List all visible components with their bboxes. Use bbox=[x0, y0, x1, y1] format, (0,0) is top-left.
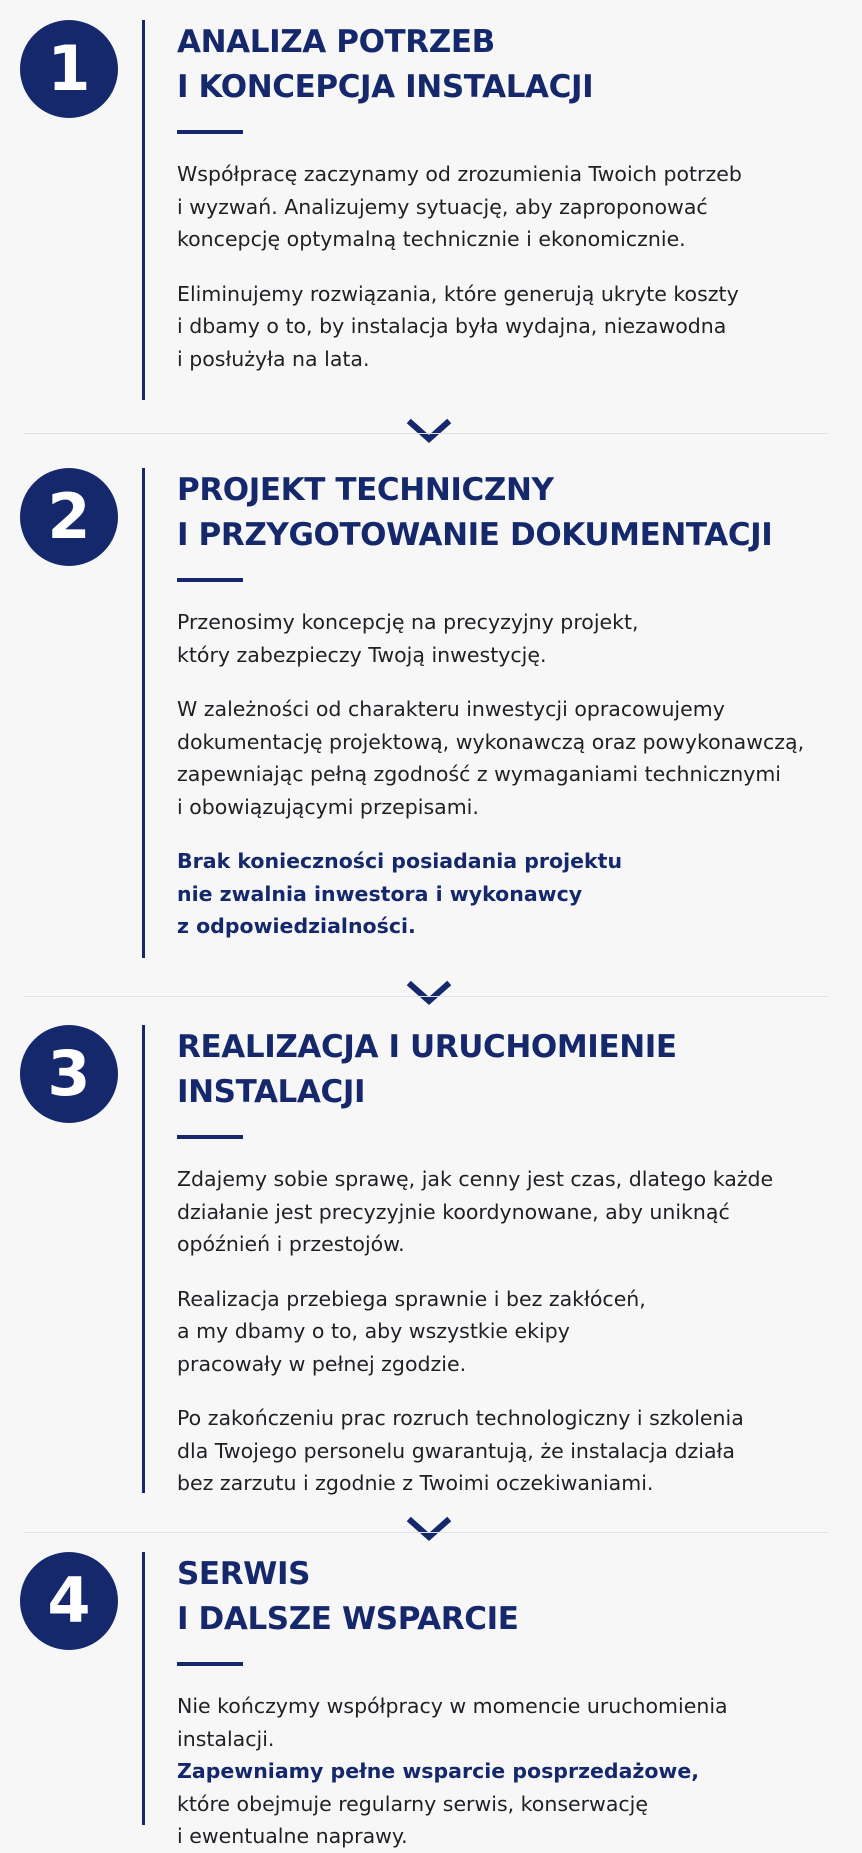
section-separator bbox=[24, 1532, 828, 1533]
step-paragraph bbox=[177, 606, 817, 671]
step-1 bbox=[0, 0, 862, 400]
step-vertical-line bbox=[142, 20, 145, 400]
step-paragraph bbox=[177, 1163, 817, 1261]
paragraph-line: i ewentualne naprawy. bbox=[177, 1824, 408, 1848]
paragraph-line: działanie jest precyzyjnie koordynowane, aby uniknąć bbox=[177, 1199, 730, 1224]
step-paragraph bbox=[177, 693, 817, 823]
paragraph-line: Współpracę zaczynamy od zrozumienia Twoich potrzeb bbox=[177, 162, 742, 186]
step-title bbox=[177, 20, 817, 110]
step-number-badge bbox=[20, 1025, 118, 1123]
step-number: 4 bbox=[47, 1564, 91, 1637]
step-emphasis-paragraph bbox=[177, 1755, 817, 1788]
step-vertical-line bbox=[142, 1552, 145, 1825]
step-content bbox=[177, 1552, 817, 1853]
section-separator bbox=[24, 996, 828, 997]
title-underline bbox=[177, 578, 243, 582]
step-paragraph bbox=[177, 158, 817, 256]
paragraph-line: Nie kończymy współpracy w momencie uruchomienia bbox=[177, 1694, 728, 1718]
paragraph-line: Realizacja przebiega sprawnie i bez zakłóceń, bbox=[177, 1286, 646, 1311]
step-3 bbox=[0, 1025, 862, 1495]
step-vertical-line bbox=[142, 468, 145, 958]
paragraph-line: i obowiązującymi przepisami. bbox=[177, 794, 479, 819]
step-2 bbox=[0, 468, 862, 958]
step-title-line: ANALIZA POTRZEB bbox=[177, 24, 495, 60]
paragraph-line: zapewniając pełną zgodność z wymaganiami technicznymi bbox=[177, 762, 781, 786]
paragraph-line: Zdajemy sobie sprawę, jak cenny jest czas, dlatego każde bbox=[177, 1167, 774, 1191]
chevron-down-icon bbox=[406, 1515, 452, 1543]
title-underline bbox=[177, 1662, 243, 1666]
title-underline bbox=[177, 130, 243, 134]
paragraph-line: i wyzwań. Analizujemy sytuację, aby zaproponować bbox=[177, 194, 708, 219]
paragraph-line: bez zarzutu i zgodnie z Twoimi oczekiwaniami. bbox=[177, 1471, 654, 1495]
step-4 bbox=[0, 1552, 862, 1848]
chevron-down-icon bbox=[406, 979, 452, 1007]
paragraph-line: który zabezpieczy Twoją inwestycję. bbox=[177, 642, 547, 667]
paragraph-line: a my dbamy o to, aby wszystkie ekipy bbox=[177, 1319, 570, 1343]
paragraph-line: Przenosimy koncepcję na precyzyjny projekt, bbox=[177, 610, 639, 634]
paragraph-line: dla Twojego personelu gwarantują, że instalacja działa bbox=[177, 1438, 735, 1463]
step-title-line: I KONCEPCJA INSTALACJI bbox=[177, 69, 594, 105]
step-number: 2 bbox=[47, 480, 91, 553]
step-title-line: I DALSZE WSPARCIE bbox=[177, 1601, 519, 1637]
step-paragraph bbox=[177, 1690, 817, 1755]
step-paragraph bbox=[177, 278, 817, 376]
step-paragraph bbox=[177, 1788, 817, 1853]
step-title-line: SERWIS bbox=[177, 1556, 311, 1592]
paragraph-line: z odpowiedzialności. bbox=[177, 914, 416, 938]
paragraph-line: i posłużyła na lata. bbox=[177, 346, 370, 371]
paragraph-line: koncepcję optymalną technicznie i ekonomicznie. bbox=[177, 227, 686, 251]
step-title bbox=[177, 468, 817, 558]
step-paragraph bbox=[177, 1402, 817, 1500]
step-title-line: PROJEKT TECHNICZNY bbox=[177, 472, 554, 508]
step-title bbox=[177, 1552, 817, 1642]
title-underline bbox=[177, 1135, 243, 1139]
paragraph-line: Zapewniamy pełne wsparcie posprzedażowe, bbox=[177, 1759, 700, 1783]
step-vertical-line bbox=[142, 1025, 145, 1493]
step-title-line: REALIZACJA I URUCHOMIENIE bbox=[177, 1029, 677, 1065]
step-title-line: I PRZYGOTOWANIE DOKUMENTACJI bbox=[177, 517, 773, 553]
paragraph-line: i dbamy o to, by instalacja była wydajna, niezawodna bbox=[177, 314, 727, 338]
step-paragraph bbox=[177, 1283, 817, 1381]
step-content bbox=[177, 1025, 817, 1500]
step-number: 1 bbox=[47, 32, 91, 105]
chevron-down-icon bbox=[406, 417, 452, 445]
paragraph-line: dokumentację projektową, wykonawczą oraz powykonawczą, bbox=[177, 729, 805, 754]
paragraph-line: Po zakończeniu prac rozruch technologiczny i szkolenia bbox=[177, 1406, 744, 1430]
step-number-badge bbox=[20, 1552, 118, 1650]
step-number-badge bbox=[20, 468, 118, 566]
paragraph-line: Brak konieczności posiadania projektu bbox=[177, 849, 623, 873]
step-number: 3 bbox=[47, 1037, 91, 1110]
step-title bbox=[177, 1025, 817, 1115]
paragraph-line: Eliminujemy rozwiązania, które generują ukryte koszty bbox=[177, 281, 739, 306]
step-title-line: INSTALACJI bbox=[177, 1074, 366, 1110]
step-content bbox=[177, 468, 817, 943]
paragraph-line: opóźnień i przestojów. bbox=[177, 1232, 405, 1256]
section-separator bbox=[24, 433, 828, 434]
step-content bbox=[177, 20, 817, 375]
paragraph-line: które obejmuje regularny serwis, konserwację bbox=[177, 1791, 648, 1816]
step-number-badge bbox=[20, 20, 118, 118]
paragraph-line: pracowały w pełnej zgodzie. bbox=[177, 1351, 467, 1376]
paragraph-line: instalacji. bbox=[177, 1726, 275, 1751]
paragraph-line: nie zwalnia inwestora i wykonawcy bbox=[177, 881, 583, 906]
paragraph-line: W zależności od charakteru inwestycji opracowujemy bbox=[177, 697, 725, 721]
step-emphasis-paragraph bbox=[177, 845, 817, 943]
